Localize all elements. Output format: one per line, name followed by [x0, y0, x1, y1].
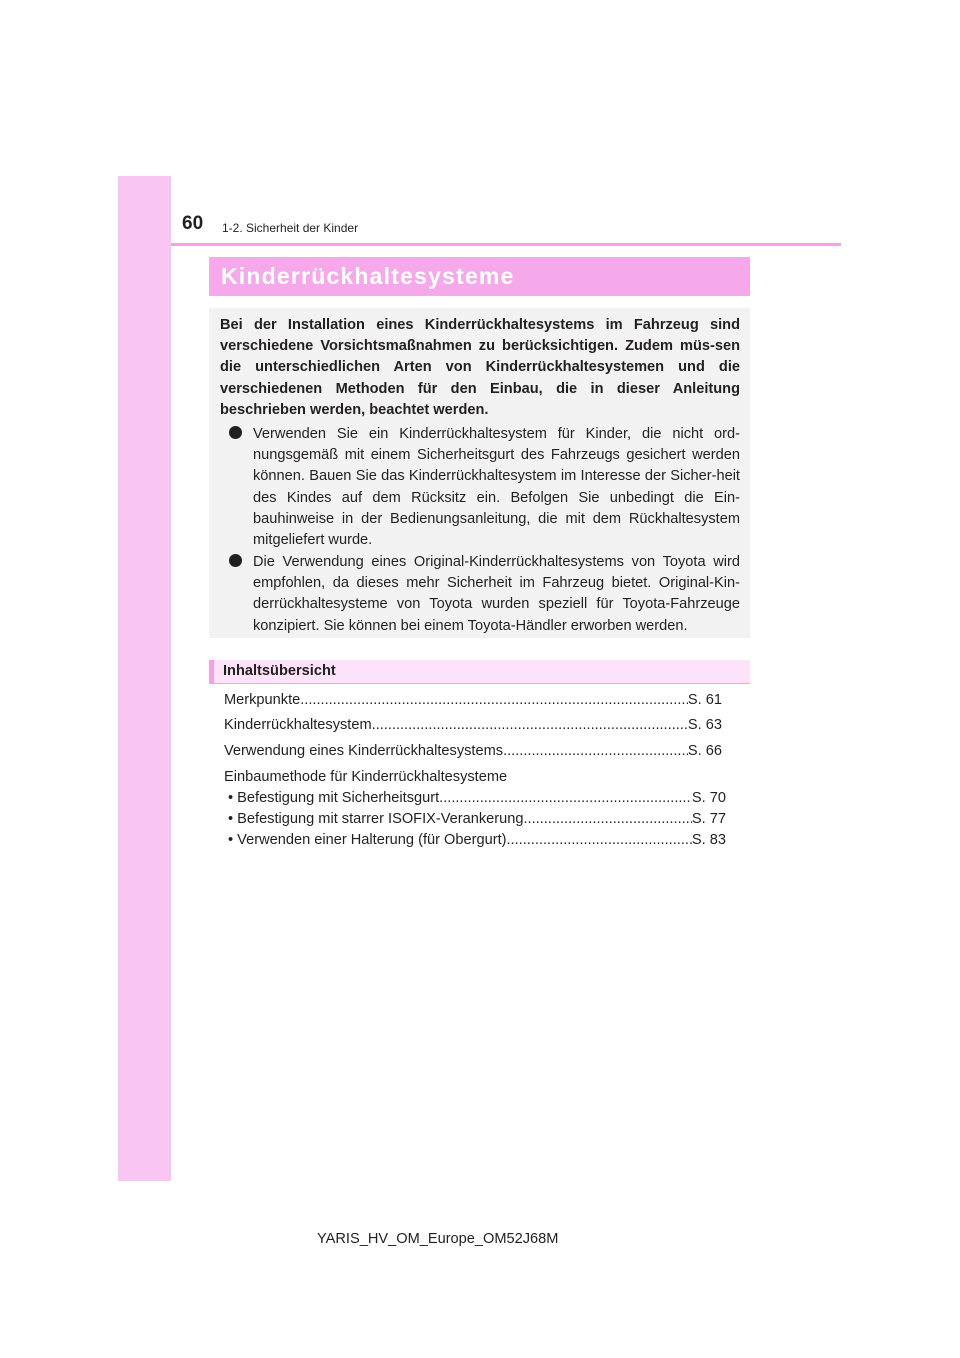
intro-lead: Bei der Installation eines Kinderrückhaltesystems im Fahrzeug sind verschiedene Vorsichtsmaßnahmen zu berücksichtigen. Zudem müs-sen die unterschiedlichen Arten von Kinderrückhaltesystemen und die verschiedenen Methoden für den Einbau, die in dieser Anleitung beschrieben werden, beachtet werden.: [220, 317, 740, 418]
toc-entry-obergurt[interactable]: [224, 831, 726, 849]
chapter-label: 1-2. Sicherheit der Kinder: [222, 221, 359, 235]
toc-entry-sicherheitsgurt[interactable]: [224, 789, 726, 807]
section-accent-bar: [209, 660, 214, 684]
page-number: 60: [182, 213, 204, 234]
intro-bullet: [220, 424, 740, 551]
bullet-dot-icon: [229, 426, 242, 439]
intro-bullet: [220, 552, 740, 637]
intro-box: [209, 308, 750, 638]
toc-page: S. 61: [687, 692, 722, 708]
toc-page: S. 70: [691, 790, 726, 806]
toc-group-einbaumethode: [224, 768, 722, 786]
toc-page: S. 63: [687, 717, 722, 733]
toc-entry-verwendung[interactable]: [224, 742, 722, 760]
toc-page: S. 83: [691, 832, 726, 848]
title-band: [209, 257, 750, 296]
toc-entry-merkpunkte[interactable]: [224, 691, 722, 709]
toc-page: S. 66: [687, 743, 722, 759]
toc-label: Verwendung eines Kinderrückhaltesystems: [224, 743, 504, 759]
toc-entry-isofix[interactable]: [224, 810, 726, 828]
toc-label: • Befestigung mit starrer ISOFIX-Verankerung: [228, 811, 524, 827]
section-title: Inhaltsübersicht: [223, 663, 336, 679]
toc-label: Kinderrückhaltesystem: [224, 717, 372, 733]
side-tab-strip: [118, 176, 171, 1181]
toc-label: • Verwenden einer Halterung (für Obergurt): [228, 832, 507, 848]
header-rule: [171, 243, 841, 246]
page-title: Kinderrückhaltesysteme: [221, 263, 515, 289]
bullet-dot-icon: [229, 554, 242, 567]
bullet-text: Die Verwendung eines Original-Kinderrückhaltesystems von Toyota wird empfohlen, da dieses mehr Sicherheit im Fahrzeug bietet. Original-Kin-derrückhaltesysteme von Toyota wurden speziell für Toyota-Fahrzeuge konzipiert. Sie können bei einem Toyota-Händler erworben werden.: [253, 554, 740, 634]
toc-page: S. 77: [691, 811, 726, 827]
section-header: [209, 660, 750, 684]
toc-label: • Befestigung mit Sicherheitsgurt: [228, 790, 440, 806]
document-code: YARIS_HV_OM_Europe_OM52J68M: [317, 1231, 559, 1247]
toc-entry-kinderrueckhaltesystem[interactable]: [224, 716, 722, 734]
bullet-text: Verwenden Sie ein Kinderrückhaltesystem für Kinder, die nicht ord-nungsgemäß mit einem Sicherheitsgurt des Fahrzeugs gesichert werden können. Bauen Sie das Kinderrückhaltesystem im Interesse der Sicher-heit des Kindes auf dem Rücksitz ein. Befolgen Sie unbedingt die Ein-bauhinweise in der Bedienungsanleitung, die mit dem Rückhaltesystem mitgeliefert wurde.: [253, 426, 740, 549]
toc-label: Merkpunkte: [224, 692, 301, 708]
toc-group-label: Einbaumethode für Kinderrückhaltesysteme: [224, 769, 508, 785]
